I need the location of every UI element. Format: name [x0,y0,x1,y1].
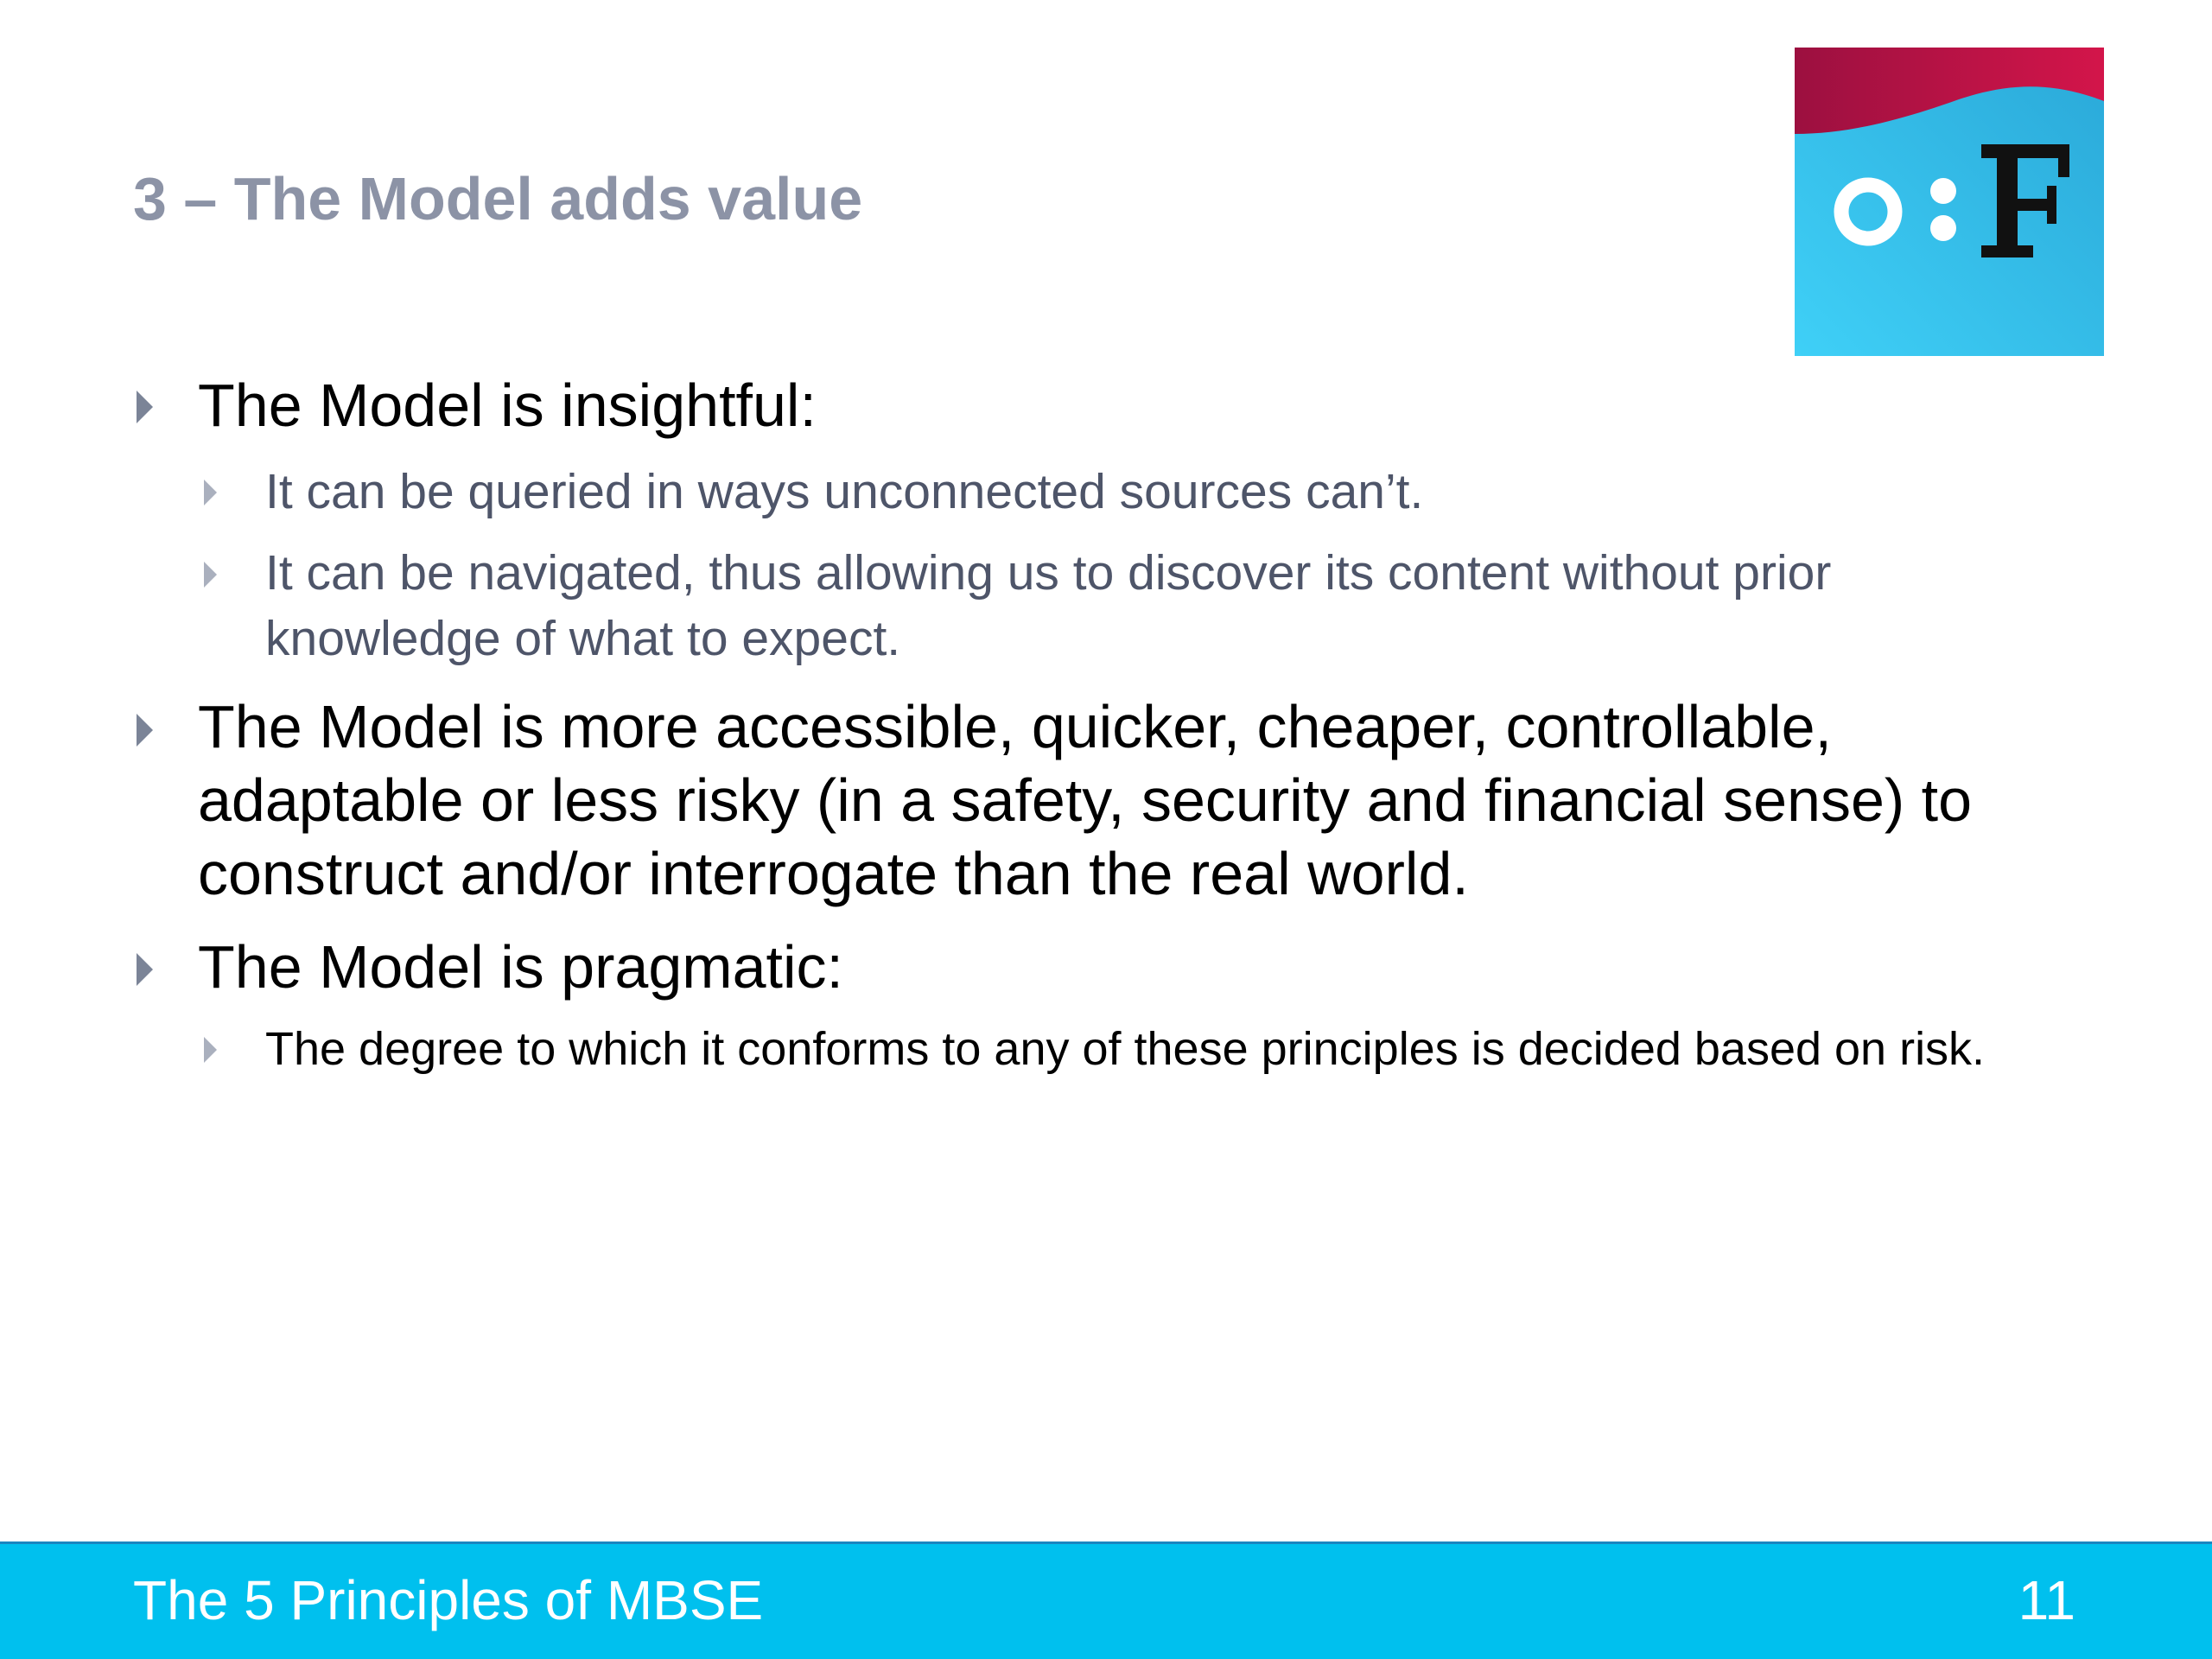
bullet-item: The Model is insightful: [198,372,817,439]
footer-bar [0,1541,2212,1659]
sub-bullet-arrow-icon [204,1037,217,1063]
sub-bullet-item: It can be navigated, thus allowing us to discover its content without prior knowledge of what to expect. [265,545,1832,666]
bullet-arrow-icon [137,714,153,747]
page-number: 11 [2018,1569,2075,1631]
bullet-item: The Model is pragmatic: [198,933,843,1001]
sub-bullet-arrow-icon [204,480,217,505]
sub-bullet-item: It can be queried in ways unconnected sources can’t. [265,464,1424,519]
slide-title: 3 – The Model adds value [133,165,863,232]
o-colon-f-logo-icon [1795,48,2104,356]
sub-bullet-arrow-icon [204,562,217,588]
bullet-item: The Model is more accessible, quicker, cheaper, controllable, adaptable or less risky (in a safety, security and financial sense) to construct and/or interrogate than the real world. [198,693,1973,907]
sub-bullet-item: The degree to which it conforms to any of these principles is decided based on risk. [265,1023,1986,1075]
bullet-arrow-icon [137,953,153,986]
bullet-arrow-icon [137,391,153,423]
footer-title: The 5 Principles of MBSE [133,1569,764,1631]
